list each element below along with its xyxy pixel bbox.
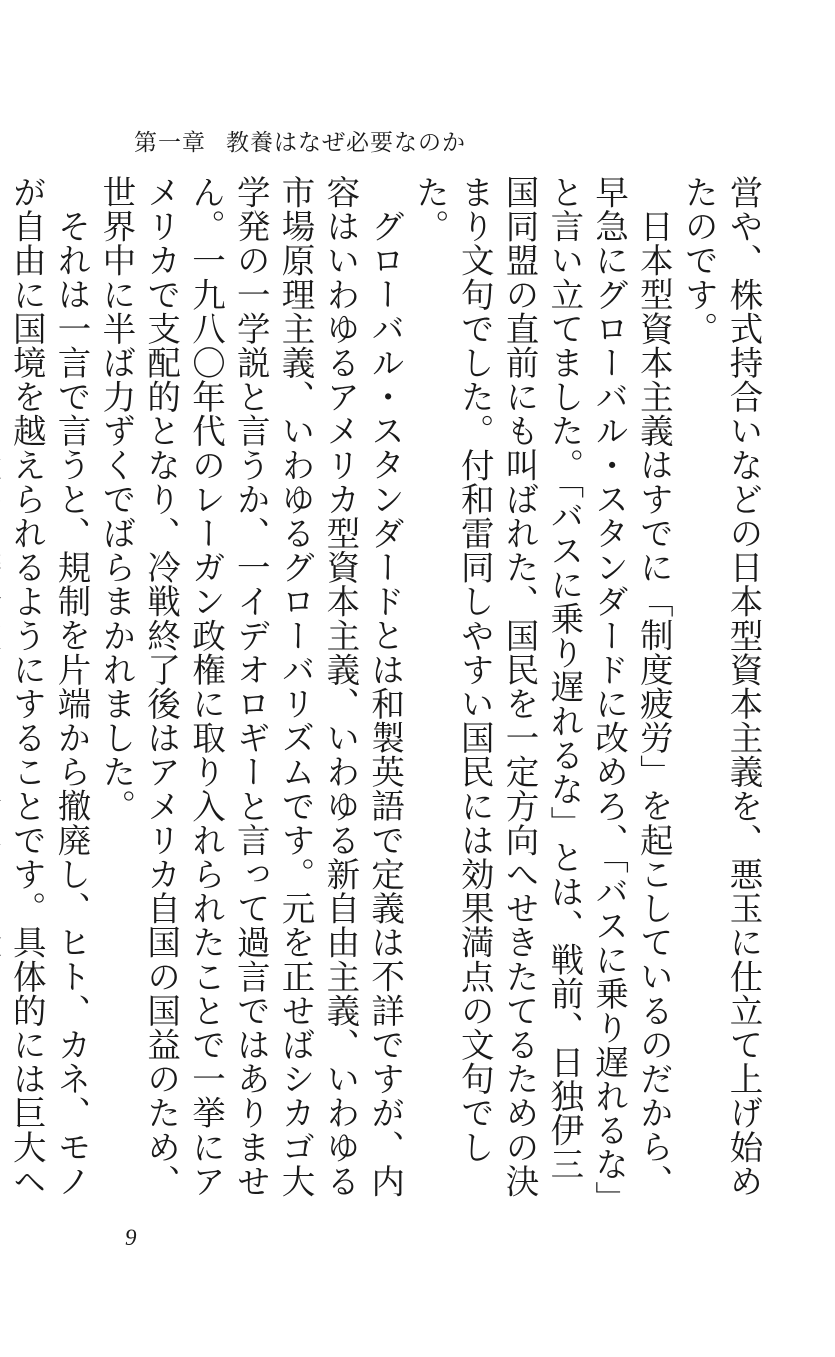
paragraph-2: 日本型資本主義はすでに「制度疲労」を起こしているのだから、早急にグローバル・スタンダードに改めろ、「バスに乗り遅れるな」と言い立てました。「バスに乗り遅れるな」とは、戦前、日独伊三国同盟の直前にも叫ばれた、国民を一定方向へせきたてるための決まり文句でした。付和雷同しやすい国民には効果満点の文句でした。 [410,175,674,1199]
page-number: 9 [125,1225,137,1250]
paragraph-1: 営や、株式持合いなどの日本型資本主義を、悪玉に仕立て上げ始めたのです。 [679,175,763,1198]
chapter-title: 教養はなぜ必要なのか [226,130,466,156]
body-text [7,175,765,1210]
chapter-label: 第一章 [134,130,206,156]
paragraph-3: グローバル・スタンダードとは和製英語で定義は不詳ですが、内容はいわゆるアメリカ型資本主義、いわゆる新自由主義、いわゆる市場原理主義、いわゆるグローバリズムです。元を正せばシカゴ大学発の一学説と言うか、一イデオロギーと言って過言ではありません。一九八〇年代のレーガン政権に取り入れられたことで一挙にアメリカで支配的となり、冷戦終了後はアメリカ自国の国益のため、世界中に半ば力ずくでばらまかれました。 [96,175,405,1198]
running-header [134,124,466,157]
paragraph-4: それは一言で言うと、規制を片端から撤廃し、ヒト、カネ、モノが自由に国境を越えられるようにすることです。具体的には巨大ヘ [7,175,92,1198]
